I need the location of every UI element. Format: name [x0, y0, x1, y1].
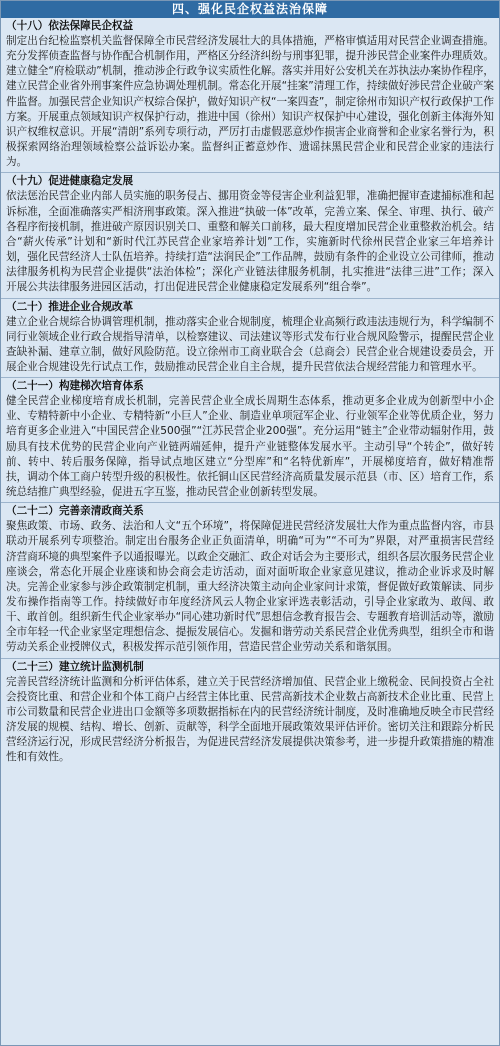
section-compliance-reform [1, 299, 499, 379]
section-body: 完善民营经济统计监测和分析评估体系，建立关于民营经济增加值、民营企业上缴税金、民间投资占全社会投资比重、和营企业和个体工商户占经营主体比重、民营高新技术企业数占高新技术企业比重、民营上市公司数量和民营企业进出口金额等多项数据指标在内的民营经济统计制度，及时准确地反映全市民营经济发展的规模、结构、增长、创新、贡献等，科学全面地开展政策效果评估评价。密切关注和跟踪分析民营经济运行况，形成民营经济分析报告，为促进民营经济发展提供决策参考，进一步提升政策措施的精准性和有效性。 [6, 675, 494, 764]
section-tiered-cultivation [1, 378, 499, 503]
section-body: 建立企业合规综合协调管理机制，推动落实企业合规制度，梳理企业高频行政违法违规行为，科学编制不同行业领域企业行政合规指导清单，以检察建议、司法建议等形式发布行业合规风险警示，提醒民营企业查缺补漏、建章立制，做好风险防范。设立徐州市工商业联合会（总商会）民营企业合规建设委员会，开展企业合规建设先行试点工作，鼓励推动民营企业自主合规，提升民营依法合规经营能力和管理水平。 [6, 315, 494, 373]
section-rights-protection [1, 18, 499, 173]
section-title: （十九）促进健康稳定发展 [6, 175, 134, 188]
section-title: （二十一）构建梯次培育体系 [6, 380, 144, 393]
section-title: （二十三）建立统计监测机制 [6, 660, 144, 673]
section-body: 健全民营企业梯度培育成长机制，完善民营企业全成长周期生态体系，推动更多企业成为创新型中小企业、专精特新中小企业、专精特新“小巨人”企业、制造业单项冠军企业、行业领军企业等优质企业，努力培育更多企业进入“中国民营企业500强”“江苏民营企业200强”。充分运用“链主”企业带动辐射作用，鼓励具有技术优势的民营企业向产业链两端延伸，提升产业链整体发展水平。主动引导“个转企”，做好转前、转中、转后服务保障，指导试点地区建立“分型库”和“名特优新库”，开展梯度培育，做好精准帮扶，调动个体工商户转型升级的积极性。依托铜山区民营经济高质量发展示范县（市、区）培育工作，系统总结推广典型经验，促进五字互鉴，推动民营企业创新转型发展。 [6, 395, 494, 499]
section-government-business-relations [1, 503, 499, 658]
section-title: （二十）推进企业合规改革 [6, 300, 134, 313]
section-body: 聚焦政策、市场、政务、法治和人文“五个环境”，将保障促进民营经济发展壮大作为重点监督内容，市县联动开展系列专项整治。制定出台服务企业正负面清单，明确“可为”“不可为”界限，对严重损害民营经济营商环境的典型案件予以通报曝光。以政企交融汇、政企对话会为主要形式，组织各层次服务民营企业座谈会，常态化开展企业座谈和协会商会走访活动，面对面听取企业家意见建议，推动企业诉求及时解决。完善企业家参与涉企政策制定机制，重大经济决策主动向企业家问计求策，督促做好政策解读、同步发布操作指南等工作。持续做好市年度经济风云人物企业家评选表彰活动，引导企业家敢为、敢闯、敢干、敢首创。组织新生代企业家举办“同心建功新时代”思想信念教育报告会、专题教育培训活动等，激励全市年轻一代企业家坚定理想信念、提振发展信心。发掘和谐劳动关系民营企业优秀典型，组织全市和谐劳动关系企业授牌仪式，积极发挥示范引领作用，营造民营企业劳动关系和谐氛围。 [6, 520, 494, 654]
section-body: 制定出台纪检监察机关监督保障全市民营经济发展壮大的具体措施，严格审慎适用对民营企业调查措施。充分发挥侦查监督与协作配合机制作用，严格区分经济纠纷与刑事犯罪，提升涉民营企业案件办理质效。建立健全“府检联动”机制，推动涉企行政争议实质性化解。落实并用好公安机关在苏执法办案协作程序，建立民营企业省外刑事案件应急协调处理机制。常态化开展“挂案”清理工作，持续做好涉民营企业破产案件监督。加强民营企业知识产权综合保护，做好知识产权“一案四查”，制定徐州市知识产权行政保护工作方案。开展重点领域知识产权保护行动，推进中国（徐州）知识产权保护中心建设，强化创新主体海外知识产权维权意识。开展“清朗”系列专项行动，严厉打击虚假恶意炒作损害企业商誉和企业家名誉行为，积极探索网络治理领域检察公益诉讼办案。监督纠正蓄意炒作、遗谣抹黑民营企业和民营企业家的违法行为。 [6, 35, 494, 169]
section-healthy-development [1, 173, 499, 298]
section-title: （二十二）完善亲清政商关系 [6, 505, 144, 518]
document-title: 四、强化民企权益法治保障 [1, 1, 499, 18]
section-title: （十八）依法保障民企权益 [6, 20, 134, 32]
section-statistical-monitoring [1, 659, 499, 768]
section-body: 依法惩治民营企业内部人员实施的职务侵占、挪用资金等侵害企业利益犯罪，准确把握审查逮捕标准和起诉标准，全面准确落实严相济刑事政策。深入推进“执破一体”改革，完善立案、保全、审理、执行、破产各程序衔接机制，推进破产原因识别关口、重整和解关口前移，最大程度增加民营企业重整救治机会。结合“薪火传承”计划和“新时代江苏民营企业家培养计划”工作，实施新时代徐州民营企业家三年培养计划，强化民营经济人士队伍培养。持续打造“法润民企”工作品牌，鼓励有条件的企业设立公司律师，推动法律服务机构为民营企业提供“法治体检”；深化产业链法律服务机制，扎实推进“法律三进”工作；深入开展公共法律服务进园区活动，打出促进民营企业健康稳定发展系列“组合拳”。 [6, 190, 494, 294]
